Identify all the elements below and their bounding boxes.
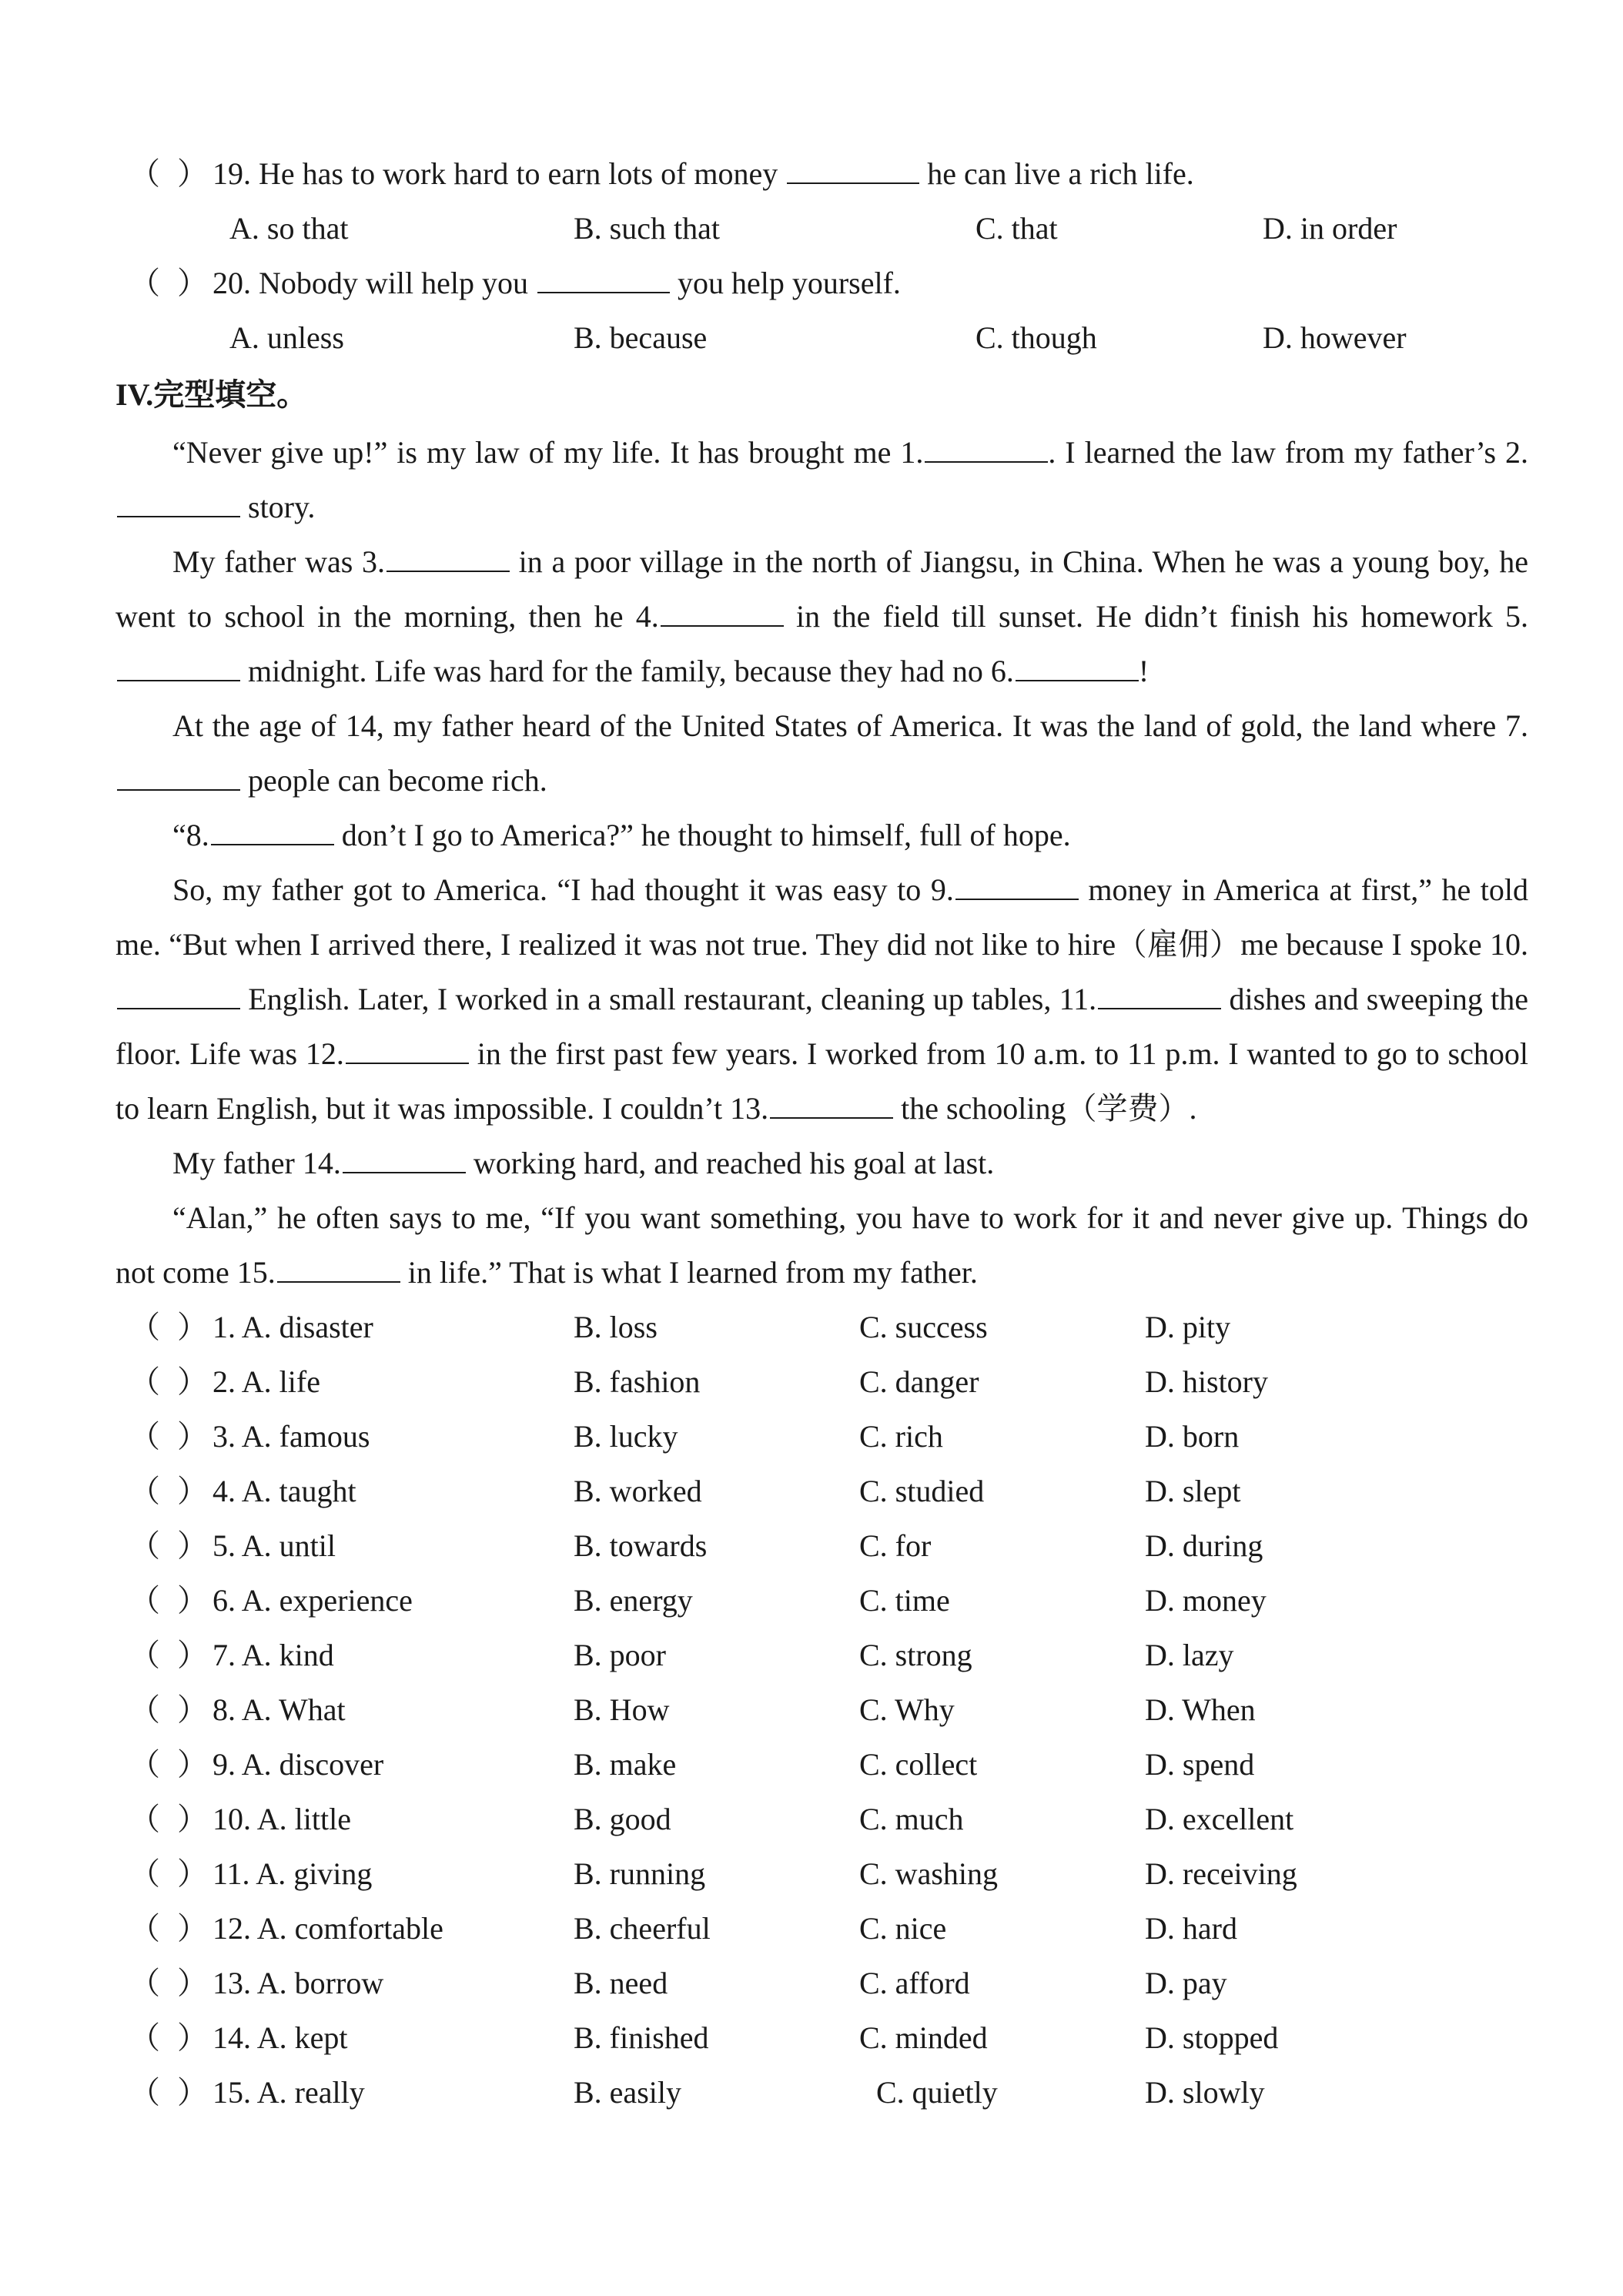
option-d: D. spend [1145, 1747, 1255, 1782]
cloze-option-row [115, 1464, 1528, 1518]
option-a: 6. A. experience [212, 1583, 413, 1618]
cloze-option-row [115, 1354, 1528, 1409]
answer-paren-open: （ [129, 1911, 160, 1946]
passage-text: “8. [172, 818, 209, 852]
question-20 [115, 256, 1528, 310]
stem-text: he can live a rich life. [919, 156, 1194, 191]
option-c: C. Why [859, 1692, 955, 1727]
passage-paragraph [115, 698, 1528, 808]
option-c: C. danger [859, 1364, 979, 1399]
question-number: 19 [212, 156, 243, 191]
passage-text: ! [1138, 654, 1149, 688]
question-19 [115, 146, 1528, 201]
option-d: D. history [1145, 1364, 1268, 1399]
question-stem: 20. Nobody will help you you help yourself. [212, 266, 901, 300]
answer-paren-close: ） [177, 1364, 208, 1399]
stem-text: Nobody will help you [259, 266, 536, 300]
answer-paren-close: ） [177, 1474, 208, 1508]
passage-text: English. Later, I worked in a small restaurant, cleaning up tables, 11. [240, 982, 1097, 1016]
cloze-option-row [115, 1300, 1528, 1354]
answer-blank[interactable] [387, 544, 510, 572]
option-b: B. because [574, 320, 708, 355]
passage-text: don’t I go to America?” he thought to himself, full of hope. [333, 818, 1071, 852]
passage-text: in the first past few years. I worked from 10 a.m. to 11 p.m. I wanted to go to school to learn English, but it was impossible. I couldn’t 13. [115, 1036, 1528, 1126]
answer-paren-open: （ [129, 1364, 160, 1399]
grammar-questions [115, 146, 1528, 365]
option-c: C. strong [859, 1638, 972, 1672]
answer-paren-close: ） [177, 2075, 208, 2110]
cloze-option-row [115, 2065, 1528, 2120]
option-a: A. unless [229, 320, 344, 355]
answer-blank[interactable] [770, 1091, 893, 1119]
answer-paren-open: （ [129, 156, 160, 191]
stem-text: you help yourself. [669, 266, 901, 300]
stem-text: He has to work hard to earn lots of money [259, 156, 786, 191]
passage-text: My father was 3. [172, 544, 386, 579]
cloze-option-row [115, 1518, 1528, 1573]
answer-paren-close: ） [177, 1692, 208, 1727]
option-c: C. though [975, 320, 1097, 355]
cloze-passage [115, 425, 1528, 1300]
passage-paragraph [115, 1190, 1528, 1300]
option-d: D. money [1145, 1583, 1267, 1618]
passage-paragraph [115, 862, 1528, 1136]
passage-text: “Never give up!” is my law of my life. It has brought me 1. [172, 435, 924, 470]
answer-paren-open: （ [129, 266, 160, 300]
section-heading: IV.完型填空。 [115, 377, 308, 412]
option-d: D. slowly [1145, 2075, 1265, 2110]
option-a: 11. A. giving [212, 1856, 373, 1891]
answer-paren-open: （ [129, 1692, 160, 1727]
passage-text: My father 14. [172, 1146, 341, 1180]
option-d: D. in order [1263, 211, 1397, 246]
option-a: 8. A. What [212, 1692, 346, 1727]
passage-paragraph [115, 534, 1528, 698]
answer-paren-close: ） [177, 1528, 208, 1563]
passage-text: working hard, and reached his goal at last. [465, 1146, 995, 1180]
passage-text: people can become rich. [240, 763, 547, 798]
question-stem: 19. He has to work hard to earn lots of money he can live a rich life. [212, 156, 1194, 191]
answer-paren-close: ） [177, 1856, 208, 1891]
option-a: 10. A. little [212, 1802, 351, 1836]
option-d: D. When [1145, 1692, 1256, 1727]
option-c: C. for [859, 1528, 932, 1563]
passage-text: money in America at first,” he told me. “But when I arrived there, I realized it was not true. They did not like to hire（雇佣）me because I spoke 10. [115, 872, 1528, 962]
answer-blank[interactable] [117, 763, 240, 791]
passage-paragraph [115, 1136, 1528, 1190]
option-b: B. make [574, 1747, 677, 1782]
option-d: D. pay [1145, 1966, 1227, 2000]
passage-text: midnight. Life was hard for the family, because they had no 6. [240, 654, 1014, 688]
option-c: C. success [859, 1310, 988, 1344]
option-a: 15. A. really [212, 2075, 365, 2110]
answer-paren-close: ） [177, 1419, 208, 1454]
answer-blank[interactable] [537, 266, 670, 293]
answer-paren-open: （ [129, 1528, 160, 1563]
option-b: B. energy [574, 1583, 693, 1618]
cloze-option-row [115, 1901, 1528, 1956]
passage-text: in the field till sunset. He didn’t finish his homework 5. [783, 599, 1528, 634]
option-b: B. finished [574, 2020, 709, 2055]
option-c: C. collect [859, 1747, 978, 1782]
option-c: C. afford [859, 1966, 970, 2000]
answer-blank[interactable] [277, 1255, 400, 1283]
answer-paren-open: （ [129, 1638, 160, 1672]
option-c: C. minded [859, 2020, 988, 2055]
answer-paren-open: （ [129, 1856, 160, 1891]
option-c: C. rich [859, 1419, 943, 1454]
answer-blank[interactable] [117, 654, 240, 681]
answer-blank[interactable] [343, 1146, 466, 1173]
option-d: D. however [1263, 320, 1407, 355]
option-d: D. slept [1145, 1474, 1241, 1508]
answer-paren-open: （ [129, 2020, 160, 2055]
answer-paren-open: （ [129, 1310, 160, 1344]
answer-paren-open: （ [129, 1583, 160, 1618]
passage-text: in life.” That is what I learned from my father. [400, 1255, 978, 1290]
cloze-option-row [115, 1846, 1528, 1901]
answer-paren-close: ） [177, 266, 208, 300]
answer-paren-close: ） [177, 1966, 208, 2000]
cloze-option-row [115, 2010, 1528, 2065]
option-b: B. good [574, 1802, 671, 1836]
answer-blank[interactable] [1098, 982, 1221, 1009]
passage-text: . I learned the law from my father’s 2. [1048, 435, 1528, 470]
option-b: B. lucky [574, 1419, 678, 1454]
option-b: B. towards [574, 1528, 708, 1563]
answer-blank[interactable] [955, 872, 1079, 900]
option-d: D. stopped [1145, 2020, 1279, 2055]
options-19 [115, 201, 1528, 256]
option-a: 13. A. borrow [212, 1966, 384, 2000]
exam-page [115, 146, 1528, 2120]
option-d: D. receiving [1145, 1856, 1297, 1891]
option-a: A. so that [229, 211, 349, 246]
answer-paren-open: （ [129, 1802, 160, 1836]
option-b: B. loss [574, 1310, 658, 1344]
option-b: B. running [574, 1856, 706, 1891]
answer-paren-close: ） [177, 2020, 208, 2055]
answer-blank[interactable] [1016, 654, 1139, 681]
answer-paren-close: ） [177, 1638, 208, 1672]
passage-text: dishes and sweeping the floor. Life was 12. [115, 982, 1528, 1071]
cloze-option-row [115, 1573, 1528, 1628]
option-d: D. born [1145, 1419, 1240, 1454]
option-b: B. How [574, 1692, 670, 1727]
option-a: 1. A. disaster [212, 1310, 373, 1344]
answer-paren-close: ） [177, 1583, 208, 1618]
answer-blank[interactable] [661, 599, 784, 627]
passage-text: the schooling（学费）. [893, 1091, 1197, 1126]
option-b: B. fashion [574, 1364, 701, 1399]
answer-paren-open: （ [129, 1747, 160, 1782]
option-c: C. much [859, 1802, 964, 1836]
option-c: C. time [859, 1583, 950, 1618]
answer-paren-close: ） [177, 1310, 208, 1344]
option-b: B. cheerful [574, 1911, 711, 1946]
option-c: C. washing [859, 1856, 998, 1891]
cloze-option-row [115, 1682, 1528, 1737]
answer-blank[interactable] [211, 818, 334, 845]
option-a: 12. A. comfortable [212, 1911, 443, 1946]
option-d: D. during [1145, 1528, 1263, 1563]
option-a: 4. A. taught [212, 1474, 356, 1508]
option-a: 2. A. life [212, 1364, 320, 1399]
answer-paren-close: ） [177, 1802, 208, 1836]
option-a: 7. A. kind [212, 1638, 334, 1672]
answer-paren-close: ） [177, 156, 208, 191]
option-b: B. worked [574, 1474, 702, 1508]
option-d: D. pity [1145, 1310, 1231, 1344]
answer-blank[interactable] [787, 156, 919, 184]
option-c: C. nice [859, 1911, 947, 1946]
option-a: 9. A. discover [212, 1747, 384, 1782]
answer-paren-open: （ [129, 2075, 160, 2110]
option-a: 3. A. famous [212, 1419, 370, 1454]
option-d: D. hard [1145, 1911, 1237, 1946]
answer-blank[interactable] [117, 490, 240, 517]
cloze-option-row [115, 1737, 1528, 1792]
passage-text: in a poor village in the north of Jiangsu, in China. When he was a young boy, he went to school in the morning, then he 4. [115, 544, 1528, 634]
options-20 [115, 310, 1528, 365]
passage-text: story. [240, 490, 316, 524]
passage-paragraph [115, 425, 1528, 534]
answer-paren-close: ） [177, 1747, 208, 1782]
option-d: D. lazy [1145, 1638, 1234, 1672]
answer-paren-open: （ [129, 1966, 160, 2000]
option-c: C. quietly [876, 2075, 998, 2110]
option-a: 14. A. kept [212, 2020, 348, 2055]
option-b: B. easily [574, 2075, 681, 2110]
answer-paren-close: ） [177, 1911, 208, 1946]
option-b: B. poor [574, 1638, 666, 1672]
cloze-option-row [115, 1628, 1528, 1682]
passage-text: So, my father got to America. “I had thought it was easy to 9. [172, 872, 954, 907]
question-number: 20 [212, 266, 243, 300]
answer-paren-open: （ [129, 1474, 160, 1508]
passage-paragraph [115, 808, 1528, 862]
cloze-option-row [115, 1956, 1528, 2010]
option-b: B. need [574, 1966, 668, 2000]
answer-blank[interactable] [925, 435, 1048, 463]
cloze-option-row [115, 1409, 1528, 1464]
passage-text: At the age of 14, my father heard of the United States of America. It was the land of gold, the land where 7. [172, 708, 1528, 743]
option-b: B. such that [574, 211, 720, 246]
passage-text: “Alan,” he often says to me, “If you want something, you have to work for it and never give up. Things do not come 15. [115, 1200, 1528, 1290]
option-c: C. studied [859, 1474, 985, 1508]
answer-blank[interactable] [346, 1036, 469, 1064]
answer-paren-open: （ [129, 1419, 160, 1454]
option-d: D. excellent [1145, 1802, 1294, 1836]
answer-blank[interactable] [117, 982, 240, 1009]
option-c: C. that [975, 211, 1058, 246]
cloze-options [115, 1300, 1528, 2120]
option-a: 5. A. until [212, 1528, 336, 1563]
cloze-option-row [115, 1792, 1528, 1846]
